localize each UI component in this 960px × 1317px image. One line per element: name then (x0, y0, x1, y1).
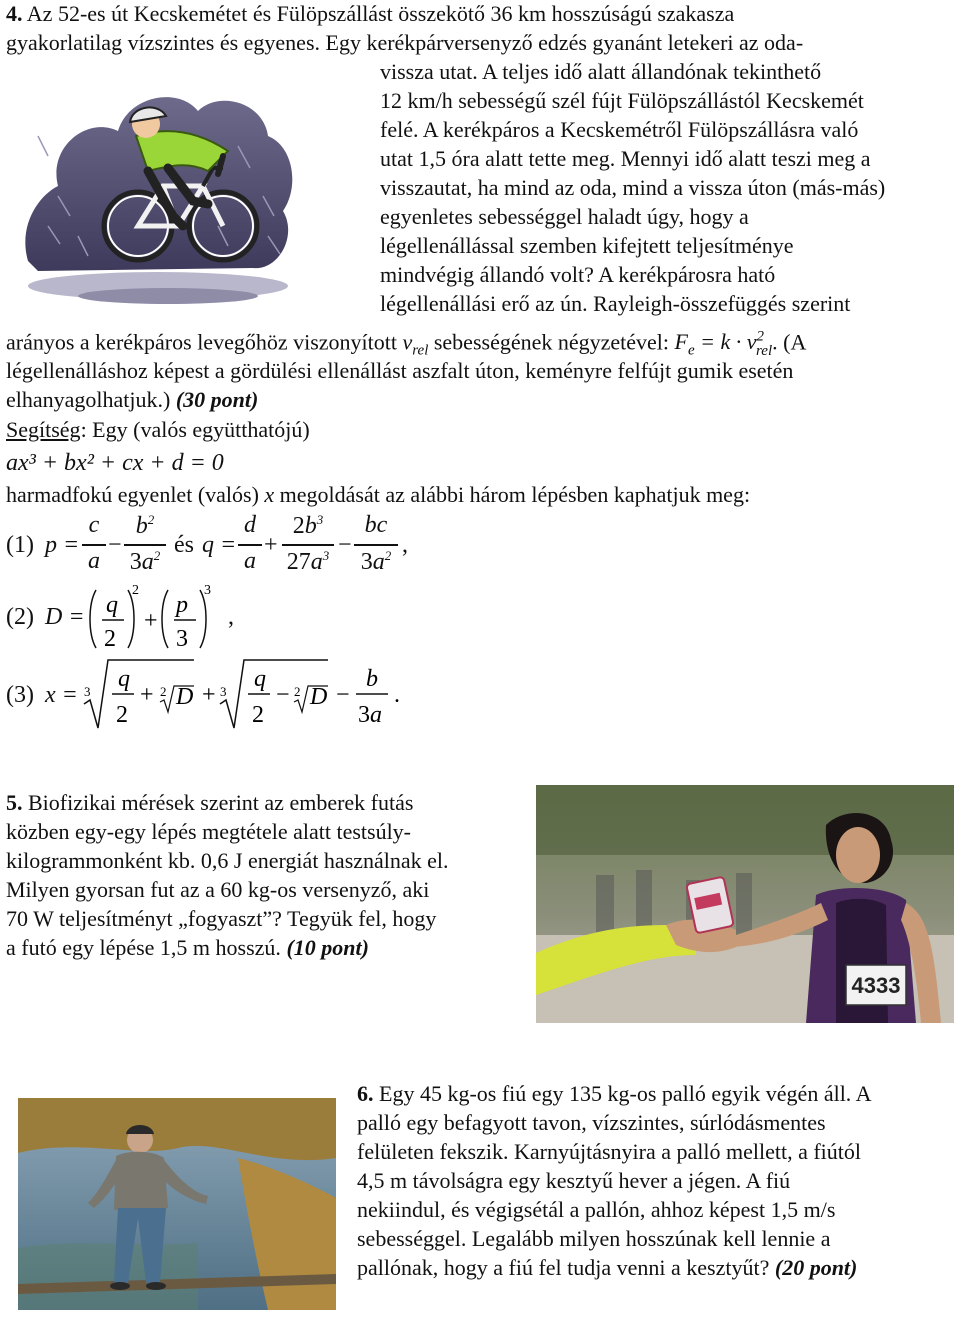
comma: , (402, 532, 408, 558)
svg-text:b: b (366, 666, 378, 692)
frac-27a3-den: $27a^3$ (286, 548, 330, 575)
svg-text:3a: 3a (358, 702, 382, 728)
boy-on-plank-photo (18, 1098, 336, 1310)
p5-line-6: a futó egy lépése 1,5 m hosszú. (10 pont) (6, 935, 369, 960)
runner-photo (536, 785, 954, 1023)
frac-d-num: d (244, 512, 256, 538)
frac-3a2-den: $3a^2$ (360, 548, 392, 575)
frac-a-den: a (244, 548, 256, 574)
p5-number: 5. (6, 790, 23, 815)
minus-sign: − (338, 532, 352, 558)
frac-bar (124, 544, 166, 546)
frac-bar (282, 544, 334, 546)
frac-bar (82, 544, 106, 546)
help-line: Segítség: Egy (valós együtthatójú) (6, 417, 310, 442)
p4-line-6: utat 1,5 óra alatt tette meg. Mennyi idő alatt teszi meg a (380, 146, 871, 171)
svg-text:3: 3 (84, 684, 91, 699)
svg-text:3: 3 (220, 684, 227, 699)
svg-text:+: + (144, 608, 158, 634)
svg-text:3: 3 (176, 626, 188, 652)
step-2-D: D = (45, 604, 85, 630)
step-1-label: (1) (6, 532, 34, 558)
step-1-p: p = (45, 532, 80, 558)
p4-line-9: légellenállással szemben kifejtett teljesítménye (380, 233, 794, 258)
svg-text:2: 2 (294, 684, 301, 699)
p6-line-4: 4,5 m távolságra egy kesztyű hever a jégen. A fiú (357, 1168, 791, 1193)
frac-bc-num: bc (364, 512, 388, 538)
steps-intro: harmadfokú egyenlet (valós) x megoldását az alábbi három lépésben kaphatjuk meg: (6, 482, 751, 507)
frac-bar (354, 544, 398, 546)
p4-line-1: 4. Az 52-es út Kecskemétet és Fülöpszállást összekötő 36 km hosszúságú szakasza (6, 1, 735, 26)
cardano-formula (82, 656, 412, 734)
svg-text:q: q (254, 666, 266, 692)
svg-text:D: D (310, 684, 328, 710)
p4-line-2: gyakorlatilag vízszintes és egyenes. Egy kerékpárversenyző edzés gyanánt letekeri az oda- (6, 30, 804, 55)
p6-line-2: palló egy befagyott tavon, vízszintes, súrlódásmentes (357, 1110, 826, 1135)
p4-line-10: mindvégig állandó volt? A kerékpárosra ható (380, 262, 776, 287)
svg-text:p: p (176, 592, 188, 618)
p5-line-5: 70 W teljesítményt „fogyaszt”? Tegyük fel, hogy (6, 906, 437, 931)
svg-text:2: 2 (104, 626, 116, 652)
svg-text:−: − (336, 682, 350, 708)
p4-line-7: visszautat, ha mind az oda, mind a vissza úton (más-más) (380, 175, 886, 200)
svg-text:q: q (106, 592, 118, 618)
svg-text:+: + (202, 682, 216, 708)
comma: , (228, 604, 234, 630)
frac-c-num: c (88, 512, 100, 538)
p4-line-12: arányos a kerékpáros levegőhöz viszonyított $v_{rel}$ sebességének négyzetével: $F_e = k \cdot v^2_{rel}$. (A (6, 329, 807, 359)
p4-line-3: vissza utat. A teljes idő alatt állandónak tekinthető (380, 59, 822, 84)
p6-line-7: pallónak, hogy a fiú fel tudja venni a kesztyűt? (20 pont) (357, 1255, 858, 1280)
frac-2b3-num: $2b^3$ (292, 512, 324, 539)
p5-line-3: kilogrammonként kb. 0,6 J energiát használnak el. (6, 848, 449, 873)
svg-text:+: + (140, 682, 154, 708)
plus-sign: + (264, 532, 278, 558)
p4-line-11: légellenállási erő az ún. Rayleigh-összefüggés szerint (380, 291, 851, 316)
p4-line-4: 12 km/h sebességű szél fújt Fülöpszállástól Kecskemét (380, 88, 864, 113)
p5-line-1: 5. Biofizikai mérések szerint az emberek futás (6, 790, 414, 815)
svg-text:.: . (394, 682, 400, 708)
p6-line-6: sebességgel. Legalább milyen hosszúnak kell lennie a (357, 1226, 831, 1251)
p5-points: (10 pont) (286, 935, 369, 960)
svg-text:D: D (176, 684, 194, 710)
and-word: és (174, 532, 194, 558)
p4-points: (30 pont) (175, 387, 259, 412)
p4-number: 4. (6, 1, 23, 26)
svg-text:2: 2 (132, 584, 139, 598)
frac-b2-num: $b^2$ (135, 512, 155, 539)
svg-text:2: 2 (116, 702, 128, 728)
svg-text:−: − (276, 682, 290, 708)
step-3-label: (3) (6, 682, 34, 708)
p6-line-3: felületen fekszik. Karnyújtásnyira a palló mellett, a fiútól (357, 1139, 861, 1164)
svg-text:2: 2 (160, 684, 167, 699)
cyclist-illustration (18, 76, 298, 308)
p6-number: 6. (357, 1081, 374, 1106)
help-label: Segítség (6, 417, 81, 442)
p5-line-4: Milyen gyorsan fut az a 60 kg-os versenyző, aki (6, 877, 430, 902)
p4-line-14: elhanyagolhatjuk.) (30 pont) (6, 387, 259, 412)
bib-number: 4333 (851, 973, 901, 998)
cubic-equation: ax³ + bx² + cx + d = 0 (6, 450, 224, 476)
discriminant-formula (88, 584, 228, 654)
p4-line-13: légellenálláshoz képest a gördülési ellenállást aszfalt úton, keményre felfújt gumik esetén (6, 358, 794, 383)
step-3-x: x = (45, 682, 78, 708)
frac-a-den: a (88, 548, 100, 574)
p5-line-2: közben egy-egy lépés megtétele alatt testsúly- (6, 819, 412, 844)
rayleigh-formula: $F_e = k \cdot v^2_{rel}$ (674, 329, 773, 359)
frac-bar (238, 544, 262, 546)
frac-3a2-den: $3a^2$ (129, 548, 161, 575)
p6-line-5: nekiindul, és végigsétál a pallón, ahhoz képest 1,5 m/s (357, 1197, 836, 1222)
p4-line-5: felé. A kerékpáros a Kecskemétről Fülöpszállásra való (380, 117, 859, 142)
step-2-label: (2) (6, 604, 34, 630)
step-1-q: q = (202, 532, 237, 558)
minus-sign: − (108, 532, 122, 558)
svg-text:3: 3 (204, 584, 211, 598)
svg-text:2: 2 (252, 702, 264, 728)
p4-line-8: egyenletes sebességgel haladt úgy, hogy a (380, 204, 749, 229)
p6-line-1: 6. Egy 45 kg-os fiú egy 135 kg-os palló egyik végén áll. A (357, 1081, 872, 1106)
svg-text:q: q (118, 666, 130, 692)
p6-points: (20 pont) (774, 1255, 858, 1280)
